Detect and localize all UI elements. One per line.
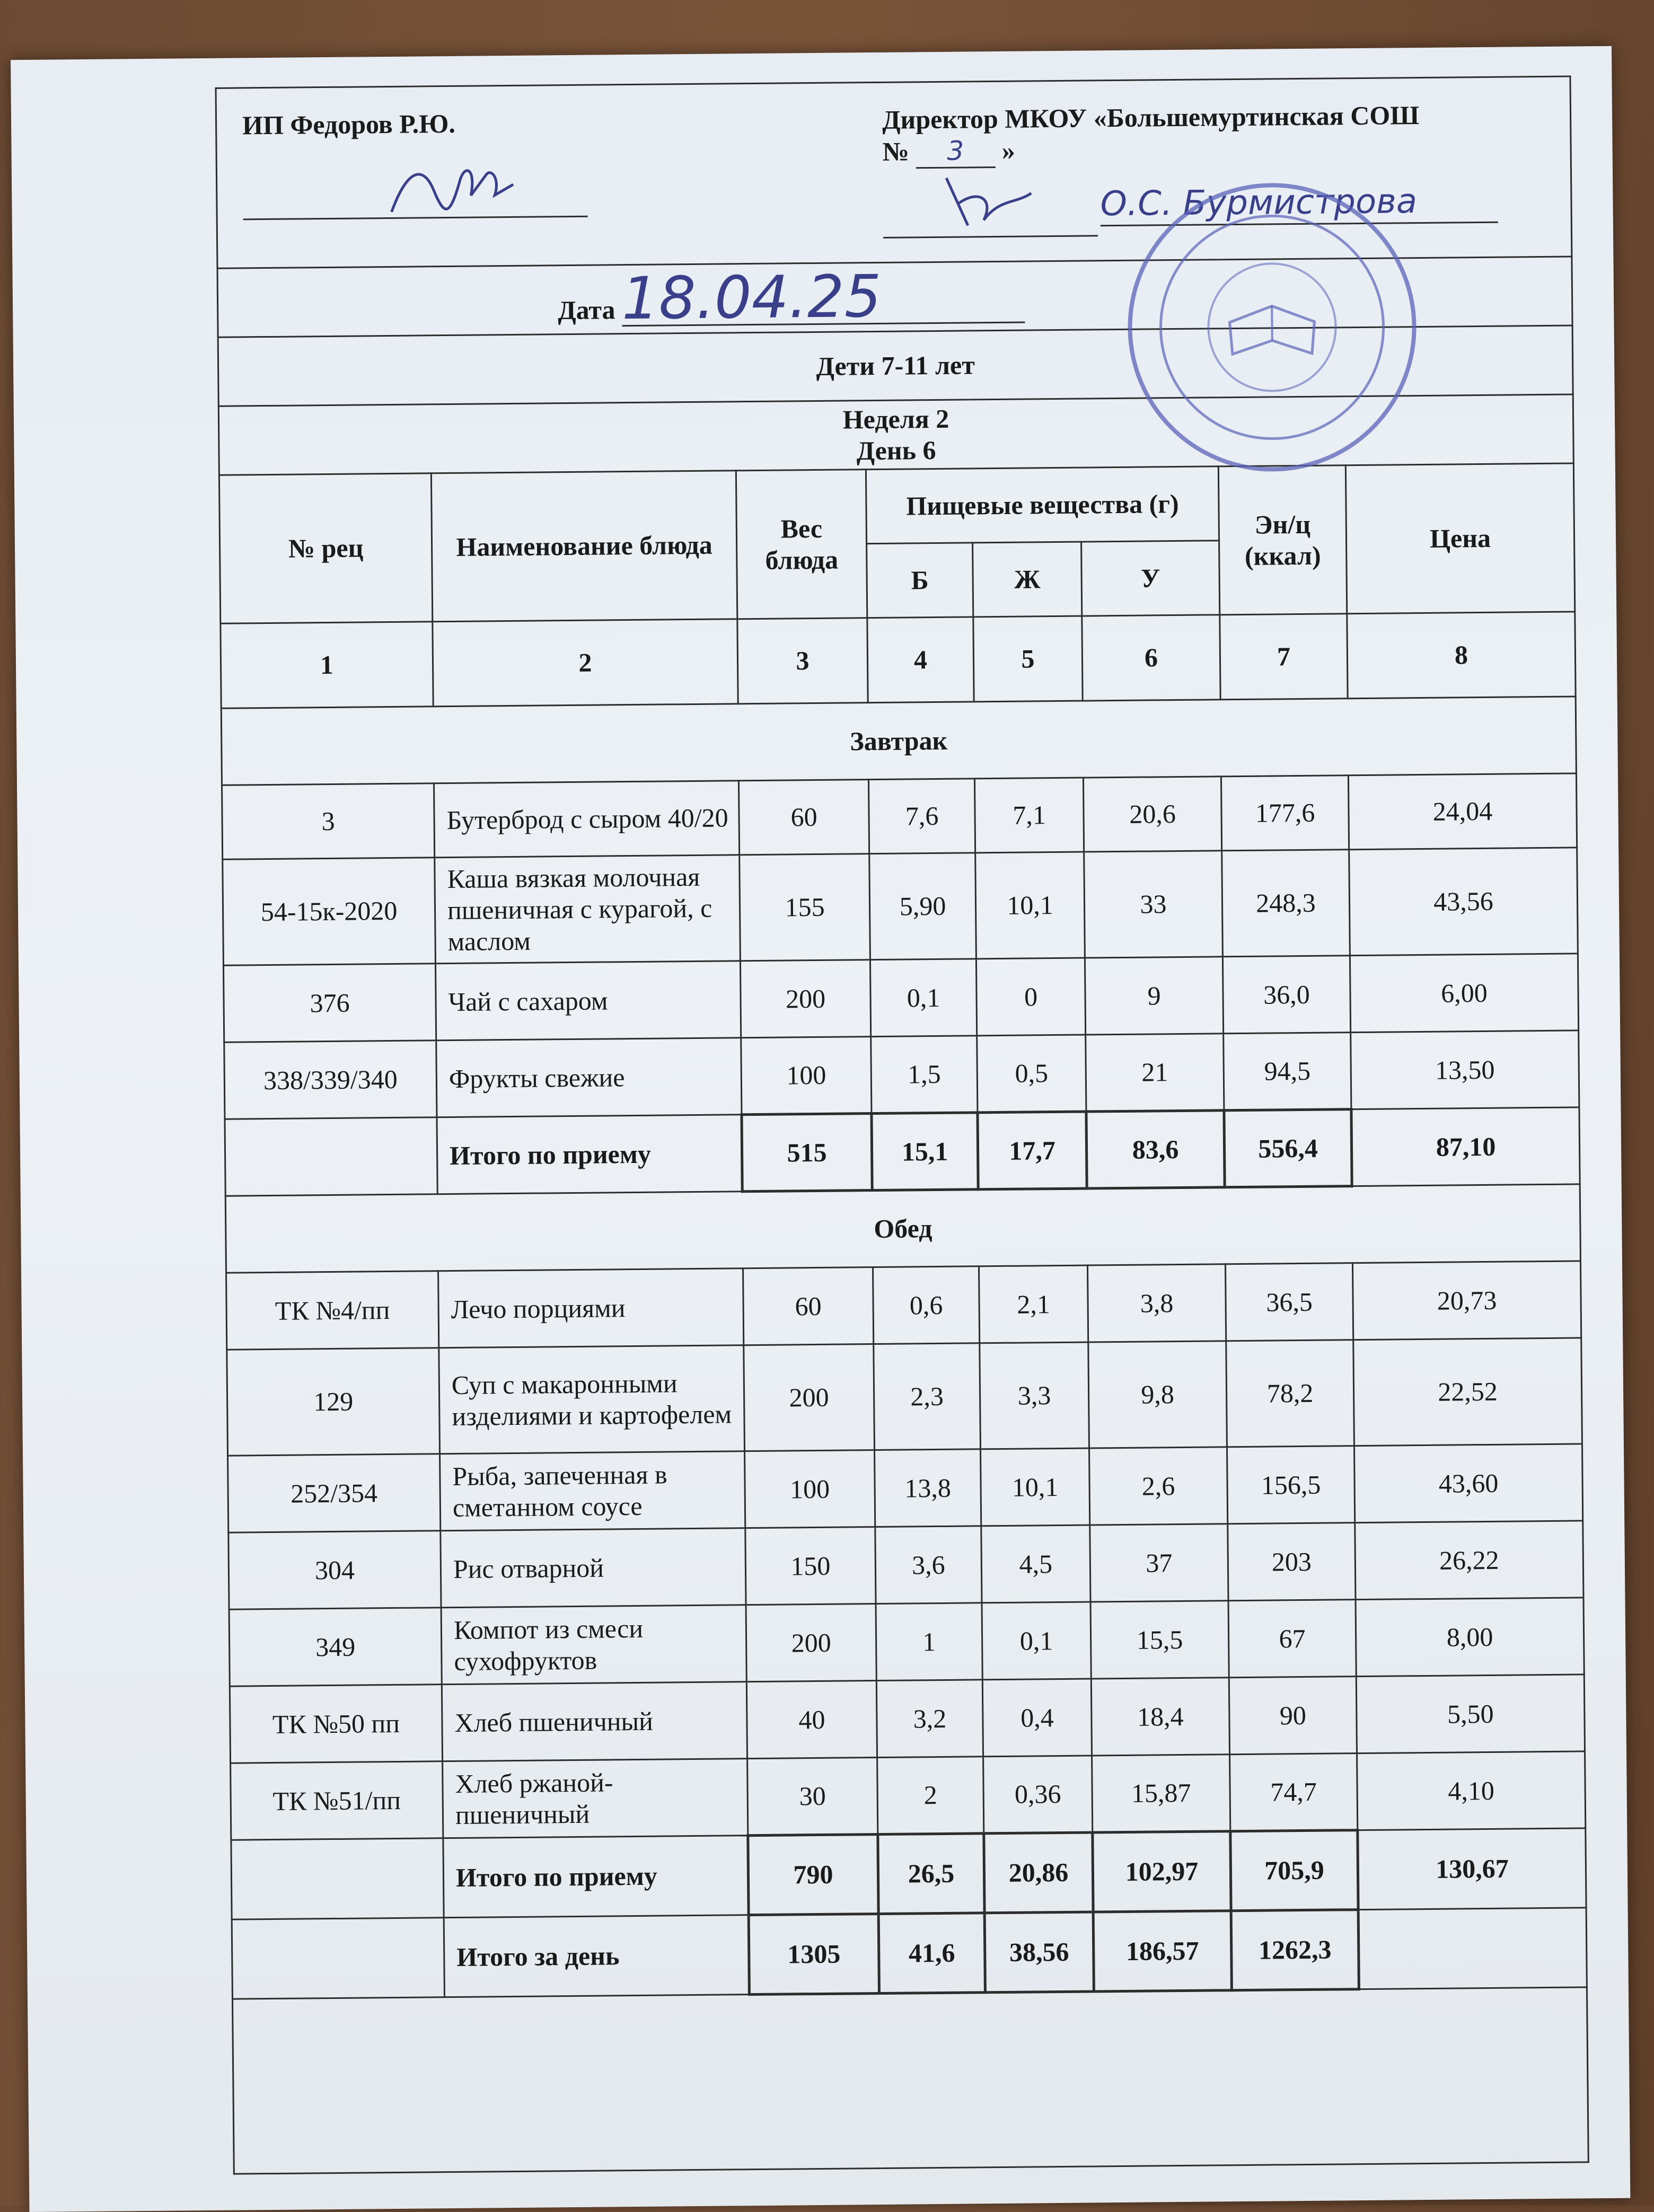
col-energy-header: Эн/ц (ккал) bbox=[1218, 465, 1347, 615]
number-suffix: » bbox=[1001, 135, 1016, 165]
cell-zh: 10,1 bbox=[975, 852, 1085, 959]
cell-empty bbox=[231, 1838, 444, 1919]
cell-day-total-zh: 38,56 bbox=[984, 1912, 1094, 1993]
cell-rec: 349 bbox=[229, 1608, 442, 1686]
cell-zh: 4,5 bbox=[981, 1525, 1090, 1603]
table-row bbox=[223, 848, 1578, 965]
cell-energy: 36,5 bbox=[1225, 1263, 1353, 1341]
cell-weight: 60 bbox=[738, 780, 869, 855]
cell-b: 5,90 bbox=[869, 853, 976, 960]
table-row bbox=[227, 1338, 1582, 1456]
table-row bbox=[230, 1675, 1585, 1763]
cell-energy: 67 bbox=[1228, 1600, 1356, 1678]
cell-weight: 100 bbox=[745, 1450, 875, 1528]
cell-b: 7,6 bbox=[868, 779, 975, 854]
cell-energy: 203 bbox=[1228, 1523, 1356, 1601]
cell-price: 24,04 bbox=[1348, 773, 1577, 850]
cell-dish: Хлеб ржаной-пшеничный bbox=[443, 1759, 748, 1838]
cell-b: 3,6 bbox=[875, 1526, 982, 1604]
cell-rec: 252/354 bbox=[228, 1454, 441, 1532]
cell-rec: ТК №51/пп bbox=[231, 1761, 443, 1840]
cell-b: 3,2 bbox=[876, 1680, 983, 1758]
document-sheet bbox=[11, 46, 1630, 2212]
empty-footer-cell bbox=[232, 1987, 1588, 2174]
cell-dish: Рис отварной bbox=[441, 1528, 746, 1608]
cell-dish: Чай с сахаром bbox=[435, 961, 741, 1041]
cell-energy: 90 bbox=[1229, 1677, 1357, 1755]
cell-u: 15,87 bbox=[1092, 1755, 1230, 1832]
cell-zh: 3,3 bbox=[980, 1342, 1089, 1449]
cell-zh: 7,1 bbox=[974, 778, 1084, 853]
col-weight-header: Вес блюда bbox=[736, 470, 867, 619]
right-title: Директор МКОУ «Большемуртинская СОШ bbox=[882, 100, 1420, 135]
cell-u: 9,8 bbox=[1088, 1341, 1227, 1448]
director-signature-line bbox=[883, 235, 1098, 239]
cell-total-u: 83,6 bbox=[1086, 1111, 1225, 1188]
cell-u: 37 bbox=[1090, 1524, 1228, 1602]
column-number: 7 bbox=[1220, 614, 1348, 700]
cell-u: 3,8 bbox=[1087, 1264, 1226, 1342]
left-signature-line bbox=[243, 216, 588, 221]
col-nutrients-header: Пищевые вещества (г) bbox=[866, 466, 1219, 544]
cell-b: 1,5 bbox=[871, 1036, 978, 1114]
cell-weight: 200 bbox=[740, 960, 870, 1038]
table-row bbox=[228, 1521, 1583, 1609]
cell-empty bbox=[232, 1918, 444, 1999]
cell-zh: 10,1 bbox=[980, 1448, 1089, 1526]
cell-rec: ТК №4/пп bbox=[226, 1271, 439, 1350]
column-number: 8 bbox=[1347, 612, 1576, 699]
cell-weight: 200 bbox=[746, 1604, 876, 1682]
cell-zh: 0 bbox=[976, 958, 1085, 1036]
cell-b: 1 bbox=[876, 1603, 982, 1681]
table-row bbox=[229, 1598, 1584, 1686]
cell-dish: Лечо порциями bbox=[438, 1268, 744, 1348]
column-number: 1 bbox=[221, 622, 433, 708]
cell-total-label: Итого по приему bbox=[443, 1836, 749, 1918]
cell-day-total-label: Итого за день bbox=[444, 1915, 749, 1997]
section-lunch-title: Обед bbox=[225, 1184, 1580, 1273]
cell-total-weight: 790 bbox=[748, 1835, 878, 1915]
breakfast-total-row bbox=[225, 1107, 1580, 1196]
cell-weight: 150 bbox=[745, 1527, 876, 1605]
round-stamp bbox=[1122, 178, 1422, 477]
cell-b: 13,8 bbox=[875, 1449, 981, 1527]
cell-rec: 376 bbox=[223, 964, 436, 1042]
cell-zh: 2,1 bbox=[979, 1265, 1088, 1343]
cell-total-energy: 556,4 bbox=[1224, 1109, 1352, 1187]
cell-total-zh: 17,7 bbox=[978, 1112, 1087, 1189]
cell-day-total-u: 186,57 bbox=[1093, 1911, 1231, 1991]
cell-u: 21 bbox=[1086, 1034, 1224, 1112]
cell-weight: 60 bbox=[743, 1267, 874, 1345]
cell-total-weight: 515 bbox=[742, 1114, 872, 1192]
cell-rec: 338/339/340 bbox=[224, 1041, 437, 1119]
cell-weight: 100 bbox=[741, 1037, 872, 1115]
right-number-line bbox=[882, 135, 1015, 169]
cell-dish: Каша вязкая молочная пшеничная с курагой, с маслом bbox=[435, 855, 741, 964]
table-row bbox=[223, 954, 1578, 1042]
number-sign: № bbox=[882, 136, 910, 166]
cell-energy: 94,5 bbox=[1224, 1033, 1351, 1111]
age-group: Дети 7-11 лет bbox=[218, 325, 1573, 406]
date-value: 18.04.25 bbox=[621, 269, 1025, 327]
left-signature bbox=[386, 158, 524, 223]
cell-weight: 30 bbox=[747, 1758, 878, 1836]
cell-price: 5,50 bbox=[1356, 1675, 1585, 1753]
col-zh-header: Ж bbox=[973, 542, 1082, 617]
left-org: ИП Федоров Р.Ю. bbox=[242, 108, 456, 140]
cell-dish: Бутерброд с сыром 40/20 bbox=[434, 781, 739, 858]
column-numbers-row bbox=[221, 612, 1576, 708]
cell-dish: Суп с макаронными изделиями и картофелем bbox=[439, 1345, 745, 1454]
cell-empty bbox=[1358, 1908, 1587, 1989]
cell-energy: 78,2 bbox=[1226, 1340, 1354, 1447]
cell-total-energy: 705,9 bbox=[1230, 1830, 1358, 1911]
cell-rec: 54-15к-2020 bbox=[223, 858, 436, 965]
cell-weight: 40 bbox=[746, 1681, 877, 1759]
cell-price: 4,10 bbox=[1357, 1751, 1586, 1830]
cell-day-total-weight: 1305 bbox=[749, 1914, 879, 1995]
table-row bbox=[222, 773, 1577, 859]
cell-u: 20,6 bbox=[1083, 777, 1221, 852]
cell-empty bbox=[225, 1117, 437, 1196]
director-name: О.С. Бурмистрова bbox=[1100, 181, 1498, 226]
cell-weight: 200 bbox=[744, 1344, 875, 1451]
school-number: 3 bbox=[916, 135, 996, 169]
cell-price: 13,50 bbox=[1351, 1030, 1579, 1109]
cell-total-label: Итого по приему bbox=[437, 1115, 742, 1194]
cell-b: 2 bbox=[877, 1757, 984, 1835]
cell-dish: Хлеб пшеничный bbox=[442, 1682, 747, 1761]
section-breakfast-title: Завтрак bbox=[221, 697, 1576, 785]
cell-rec: 304 bbox=[228, 1531, 441, 1609]
cell-zh: 0,4 bbox=[982, 1679, 1092, 1757]
cell-b: 2,3 bbox=[874, 1343, 981, 1450]
column-number: 2 bbox=[433, 619, 738, 707]
cell-weight: 155 bbox=[740, 854, 870, 961]
cell-total-price: 87,10 bbox=[1351, 1107, 1580, 1186]
cell-price: 6,00 bbox=[1350, 954, 1578, 1033]
table-row bbox=[231, 1751, 1586, 1840]
cell-u: 15,5 bbox=[1090, 1601, 1229, 1679]
cell-dish: Фрукты свежие bbox=[436, 1038, 742, 1117]
cell-day-total-energy: 1262,3 bbox=[1231, 1910, 1359, 1990]
cell-total-zh: 20,86 bbox=[984, 1832, 1093, 1913]
director-signature bbox=[936, 166, 1042, 242]
col-price-header: Цена bbox=[1345, 463, 1574, 614]
table-row bbox=[226, 1261, 1581, 1350]
cell-energy: 74,7 bbox=[1230, 1753, 1358, 1831]
cell-u: 33 bbox=[1084, 851, 1223, 958]
day-label: День 6 bbox=[856, 435, 936, 465]
cell-total-u: 102,97 bbox=[1093, 1831, 1231, 1912]
column-number: 3 bbox=[737, 618, 868, 704]
table-row bbox=[228, 1444, 1583, 1532]
cell-energy: 36,0 bbox=[1222, 956, 1350, 1034]
week-label: Неделя 2 bbox=[842, 403, 949, 435]
cell-total-b: 15,1 bbox=[872, 1113, 978, 1191]
column-number: 5 bbox=[973, 616, 1083, 702]
cell-total-price: 130,67 bbox=[1358, 1828, 1586, 1910]
cell-price: 20,73 bbox=[1352, 1261, 1581, 1340]
cell-price: 43,56 bbox=[1349, 848, 1578, 956]
cell-rec: 129 bbox=[227, 1348, 440, 1456]
cell-dish: Компот из смеси сухофруктов bbox=[441, 1605, 746, 1685]
lunch-total-row bbox=[231, 1828, 1586, 1919]
cell-price: 26,22 bbox=[1355, 1521, 1583, 1600]
cell-energy: 177,6 bbox=[1221, 775, 1349, 851]
cell-energy: 156,5 bbox=[1227, 1446, 1354, 1524]
day-total-row bbox=[232, 1908, 1587, 1999]
cell-u: 9 bbox=[1085, 957, 1223, 1035]
cell-zh: 0,5 bbox=[977, 1035, 1086, 1113]
cell-b: 0,6 bbox=[873, 1266, 979, 1344]
table-row bbox=[224, 1030, 1579, 1119]
col-rec-header: № рец bbox=[219, 473, 432, 623]
cell-u: 2,6 bbox=[1089, 1447, 1227, 1525]
cell-rec: 3 bbox=[222, 783, 435, 859]
cell-price: 8,00 bbox=[1356, 1598, 1584, 1677]
cell-rec: ТК №50 пп bbox=[230, 1685, 442, 1763]
column-number: 6 bbox=[1082, 615, 1220, 701]
col-u-header: У bbox=[1081, 541, 1220, 616]
cell-dish: Рыба, запеченная в сметанном соусе bbox=[440, 1451, 745, 1531]
cell-day-total-b: 41,6 bbox=[878, 1913, 985, 1994]
column-number: 4 bbox=[867, 617, 974, 703]
date-label: Дата bbox=[557, 294, 615, 325]
cell-energy: 248,3 bbox=[1222, 850, 1350, 957]
col-name-header: Наименование блюда bbox=[431, 471, 737, 622]
cell-u: 18,4 bbox=[1091, 1678, 1229, 1756]
cell-price: 22,52 bbox=[1353, 1338, 1582, 1446]
cell-b: 0,1 bbox=[870, 959, 976, 1037]
col-b-header: Б bbox=[867, 543, 973, 618]
cell-zh: 0,1 bbox=[982, 1602, 1091, 1680]
cell-zh: 0,36 bbox=[983, 1756, 1093, 1834]
cell-price: 43,60 bbox=[1354, 1444, 1582, 1523]
cell-total-b: 26,5 bbox=[878, 1834, 984, 1914]
